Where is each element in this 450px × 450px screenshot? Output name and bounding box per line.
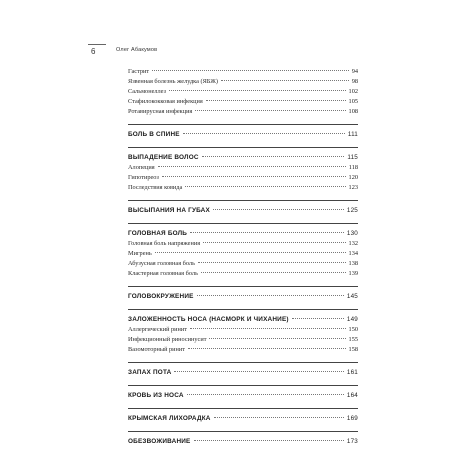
toc-group xyxy=(128,362,358,378)
toc-section-entry[interactable] xyxy=(128,414,358,424)
dot-leader xyxy=(183,133,345,134)
toc-subentry[interactable] xyxy=(128,183,358,193)
toc-page-number: 94 xyxy=(351,68,358,75)
toc-page-number: 108 xyxy=(348,108,358,115)
dot-leader xyxy=(188,348,346,349)
toc-entry-title: БОЛЬ В СПИНЕ xyxy=(128,131,180,138)
toc-entry-title: Язвенная болезнь желудка (ЯБЖ) xyxy=(128,78,218,85)
toc-page-number: 120 xyxy=(348,174,358,181)
toc-entry-title: ОБЕЗВОЖИВАНИЕ xyxy=(128,438,191,445)
toc-entry-title: Аллергический ринит xyxy=(128,326,188,333)
toc-entry-title: КРОВЬ ИЗ НОСА xyxy=(128,392,184,399)
toc-page-number: 105 xyxy=(348,98,358,105)
toc-subentry[interactable] xyxy=(128,163,358,173)
toc-entry-title: ЗАЛОЖЕННОСТЬ НОСА (НАСМОРК И ЧИХАНИЕ) xyxy=(128,316,289,323)
toc-entry-title: Кластерная головная боль xyxy=(128,270,198,277)
dot-leader xyxy=(201,272,346,273)
dot-leader xyxy=(213,209,344,210)
toc-subentry[interactable] xyxy=(128,335,358,345)
dot-leader xyxy=(194,440,344,441)
toc-page-number: 139 xyxy=(348,270,358,277)
toc-page-number: 132 xyxy=(348,240,358,247)
toc-subentry[interactable] xyxy=(128,97,358,107)
dot-leader xyxy=(206,100,346,101)
toc-entry-title: ВЫПАДЕНИЕ ВОЛОС xyxy=(128,154,199,161)
toc-subentry[interactable] xyxy=(128,345,358,355)
toc-page-number: 149 xyxy=(346,316,358,323)
dot-leader xyxy=(169,90,346,91)
toc-entry-title: Алопеция xyxy=(128,164,155,171)
toc-entry-title: Гастрит xyxy=(128,68,150,75)
toc-page-number: 130 xyxy=(346,230,358,237)
dot-leader xyxy=(155,252,346,253)
toc-entry-title: ГОЛОВОКРУЖЕНИЕ xyxy=(128,293,194,300)
toc-group xyxy=(128,124,358,140)
toc-page-number: 125 xyxy=(346,207,358,214)
toc-group xyxy=(128,385,358,401)
toc-page-number: 111 xyxy=(347,131,358,138)
toc-group xyxy=(128,200,358,216)
toc-subentry[interactable] xyxy=(128,107,358,117)
toc-section-entry[interactable] xyxy=(128,206,358,216)
toc-entry-title: Абузусная головная боль xyxy=(128,260,195,267)
toc-entry-title: Вазомоторный ринит xyxy=(128,346,186,353)
dot-leader xyxy=(197,295,344,296)
toc-page-number: 123 xyxy=(348,184,358,191)
toc-section-entry[interactable] xyxy=(128,229,358,239)
toc-entry-title: ГОЛОВНАЯ БОЛЬ xyxy=(128,230,188,237)
header-rule xyxy=(88,44,106,45)
toc-page-number: 158 xyxy=(348,346,358,353)
table-of-contents xyxy=(128,62,358,447)
dot-leader xyxy=(214,417,344,418)
toc-entry-title: ЗАПАХ ПОТА xyxy=(128,369,172,376)
toc-page-number: 155 xyxy=(348,336,358,343)
dot-leader xyxy=(198,262,346,263)
toc-section-entry[interactable] xyxy=(128,153,358,163)
toc-subentry[interactable] xyxy=(128,77,358,87)
toc-subentry[interactable] xyxy=(128,269,358,279)
dot-leader xyxy=(195,110,345,111)
dot-leader xyxy=(221,80,349,81)
dot-leader xyxy=(202,156,345,157)
toc-subentry[interactable] xyxy=(128,67,358,77)
toc-group xyxy=(128,223,358,279)
toc-entry-title: Стафилококковая инфекция xyxy=(128,98,203,105)
toc-section-entry[interactable] xyxy=(128,292,358,302)
toc-group xyxy=(128,431,358,447)
toc-entry-title: КРЫМСКАЯ ЛИХОРАДКА xyxy=(128,415,211,422)
dot-leader xyxy=(203,242,345,243)
toc-entry-title: Ротавирусная инфекция xyxy=(128,108,193,115)
toc-entry-title: Гипотиреоз xyxy=(128,174,159,181)
toc-page-number: 115 xyxy=(347,154,358,161)
toc-subentry[interactable] xyxy=(128,239,358,249)
dot-leader xyxy=(158,166,346,167)
toc-subentry[interactable] xyxy=(128,325,358,335)
toc-section-entry[interactable] xyxy=(128,437,358,447)
toc-group xyxy=(128,62,358,117)
page-number: 6 xyxy=(91,47,96,56)
toc-entry-title: ВЫСЫПАНИЯ НА ГУБАХ xyxy=(128,207,210,214)
toc-group xyxy=(128,408,358,424)
toc-page-number: 98 xyxy=(351,78,358,85)
toc-subentry[interactable] xyxy=(128,87,358,97)
dot-leader xyxy=(209,338,345,339)
toc-section-entry[interactable] xyxy=(128,391,358,401)
toc-section-entry[interactable] xyxy=(128,315,358,325)
dot-leader xyxy=(185,186,345,187)
toc-group xyxy=(128,147,358,193)
toc-subentry[interactable] xyxy=(128,173,358,183)
toc-section-entry[interactable] xyxy=(128,130,358,140)
toc-entry-title: Сальмонеллез xyxy=(128,88,167,95)
dot-leader xyxy=(152,70,349,71)
toc-page-number: 138 xyxy=(348,260,358,267)
toc-page-number: 134 xyxy=(348,250,358,257)
toc-entry-title: Головная боль напряжения xyxy=(128,240,201,247)
dot-leader xyxy=(162,176,346,177)
toc-group xyxy=(128,309,358,355)
toc-entry-title: Мигрень xyxy=(128,250,152,257)
dot-leader xyxy=(190,328,346,329)
toc-page-number: 150 xyxy=(348,326,358,333)
toc-page-number: 169 xyxy=(346,415,358,422)
toc-page-number: 173 xyxy=(346,438,358,445)
toc-page-number: 145 xyxy=(346,293,358,300)
toc-page-number: 118 xyxy=(348,164,358,171)
toc-entry-title: Инфекционный риносинусит xyxy=(128,336,207,343)
toc-section-entry[interactable] xyxy=(128,368,358,378)
toc-entry-title: Последствия ковида xyxy=(128,184,183,191)
dot-leader xyxy=(190,232,344,233)
toc-group xyxy=(128,286,358,302)
dot-leader xyxy=(187,394,344,395)
dot-leader xyxy=(292,318,344,319)
toc-page-number: 161 xyxy=(346,369,358,376)
toc-subentry[interactable] xyxy=(128,259,358,269)
toc-subentry[interactable] xyxy=(128,249,358,259)
running-header-author: Олег Абакумов xyxy=(116,47,158,53)
dot-leader xyxy=(174,371,343,372)
toc-page-number: 102 xyxy=(348,88,358,95)
toc-page-number: 164 xyxy=(346,392,358,399)
